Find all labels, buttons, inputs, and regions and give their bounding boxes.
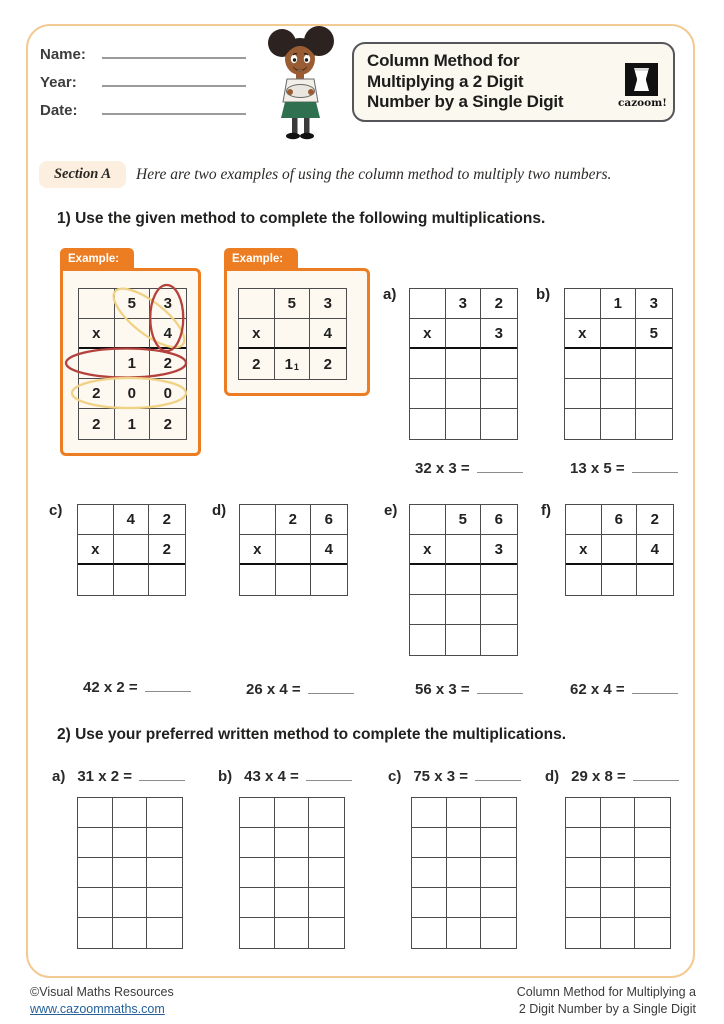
grid-cell[interactable] <box>447 918 482 948</box>
grid-cell[interactable] <box>240 565 276 595</box>
grid-cell: 2 <box>150 349 186 379</box>
grid-cell[interactable] <box>566 565 602 595</box>
grid-cell[interactable] <box>565 379 601 409</box>
grid-cell: 0 <box>150 379 186 409</box>
problem-b-grid[interactable] <box>564 288 673 440</box>
grid-cell: 2 <box>481 289 517 319</box>
question-1-heading: 1) Use the given method to complete the following multiplications. <box>57 210 546 227</box>
problem-2c-equation <box>388 768 521 785</box>
equation-text: 29 x 8 = <box>571 768 626 785</box>
grid-cell[interactable] <box>410 595 446 625</box>
grid-cell[interactable] <box>601 409 637 439</box>
grid-cell[interactable] <box>275 918 310 948</box>
grid-cell[interactable] <box>309 918 344 948</box>
grid-cell: 5 <box>636 319 672 349</box>
grid-cell[interactable] <box>412 888 447 918</box>
title-line-2: Multiplying a 2 Digit <box>367 71 524 91</box>
grid-cell[interactable] <box>602 565 638 595</box>
problem-c-equation <box>83 679 191 696</box>
grid-cell[interactable] <box>601 858 636 888</box>
grid-cell[interactable] <box>115 319 151 349</box>
grid-cell[interactable] <box>601 798 636 828</box>
grid-cell: 5 <box>115 289 151 319</box>
problem-d-grid[interactable] <box>239 504 348 596</box>
grid-cell: 2 <box>239 349 275 379</box>
footer-title-line-1: Column Method for Multiplying a <box>516 985 696 999</box>
grid-cell[interactable] <box>240 505 276 535</box>
title-line-1: Column Method for <box>367 51 520 71</box>
cazoom-drum-icon <box>625 63 658 96</box>
grid-cell[interactable] <box>240 888 275 918</box>
grid-cell[interactable] <box>566 505 602 535</box>
schoolgirl-illustration <box>266 26 336 140</box>
problem-a-grid[interactable] <box>409 288 518 440</box>
grid-cell[interactable] <box>565 289 601 319</box>
grid-cell: 2 <box>323 355 332 373</box>
grid-cell[interactable] <box>412 858 447 888</box>
grid-cell[interactable] <box>635 798 670 828</box>
example-1-grid <box>78 288 187 440</box>
grid-cell[interactable] <box>447 888 482 918</box>
grid-cell[interactable] <box>447 858 482 888</box>
grid-cell: 2 <box>149 535 185 565</box>
grid-cell: 2 <box>79 379 115 409</box>
grid-cell: 2 <box>276 505 312 535</box>
grid-cell[interactable] <box>481 379 517 409</box>
grid-cell: 2 <box>149 505 185 535</box>
grid-cell[interactable] <box>275 319 311 349</box>
grid-cell[interactable] <box>446 409 482 439</box>
grid-cell[interactable] <box>147 828 182 858</box>
answer-blank[interactable] <box>633 769 679 781</box>
section-a-badge: Section A <box>39 161 126 188</box>
grid-cell: x <box>79 319 115 349</box>
grid-cell[interactable] <box>410 505 446 535</box>
grid-cell[interactable] <box>79 349 115 379</box>
grid-cell[interactable] <box>481 858 516 888</box>
problem-e-equation <box>415 681 523 698</box>
grid-cell[interactable] <box>309 798 344 828</box>
problem-a-label: a) <box>383 286 397 303</box>
grid-cell: x <box>565 319 601 349</box>
equation-text: 32 x 3 = <box>415 460 470 477</box>
grid-cell[interactable] <box>636 379 672 409</box>
grid-cell: 2 <box>79 409 115 439</box>
name-field-row <box>40 46 246 63</box>
grid-cell[interactable] <box>481 565 517 595</box>
footer-title-line-2: 2 Digit Number by a Single Digit <box>518 1001 696 1016</box>
name-label: Name: <box>40 46 86 63</box>
grid-cell[interactable] <box>410 565 446 595</box>
equation-text: 31 x 2 = <box>77 768 132 785</box>
grid-cell: 2 <box>163 415 172 433</box>
equation-text: 62 x 4 = <box>570 681 625 698</box>
grid-cell[interactable] <box>447 828 482 858</box>
grid-cell[interactable] <box>275 828 310 858</box>
grid-cell[interactable] <box>481 409 517 439</box>
grid-cell[interactable] <box>410 289 446 319</box>
grid-cell[interactable] <box>78 918 113 948</box>
grid-cell: x <box>410 535 446 565</box>
grid-cell[interactable] <box>566 888 601 918</box>
grid-cell[interactable] <box>309 888 344 918</box>
grid-cell[interactable] <box>412 828 447 858</box>
answer-blank[interactable] <box>306 769 352 781</box>
grid-cell[interactable] <box>147 858 182 888</box>
problem-f-equation <box>570 681 678 698</box>
question-2-heading: 2) Use your preferred written method to complete the multiplications. <box>57 726 566 743</box>
grid-cell[interactable] <box>446 595 482 625</box>
problem-2a-equation <box>52 768 185 785</box>
grid-cell[interactable] <box>113 918 148 948</box>
grid-cell[interactable] <box>601 918 636 948</box>
grid-cell[interactable] <box>113 858 148 888</box>
grid-cell[interactable] <box>601 379 637 409</box>
equation-text: 26 x 4 = <box>246 681 301 698</box>
grid-cell: 5 <box>446 505 482 535</box>
grid-cell[interactable] <box>602 535 638 565</box>
problem-c-label: c) <box>49 502 63 519</box>
grid-cell[interactable] <box>446 349 482 379</box>
problem-f-grid[interactable] <box>565 504 674 596</box>
grid-cell[interactable] <box>147 798 182 828</box>
grid-cell[interactable] <box>78 798 113 828</box>
grid-cell: 3 <box>310 289 346 319</box>
problem-d-equation <box>246 681 354 698</box>
grid-cell[interactable] <box>636 409 672 439</box>
problem-2b-equation <box>218 768 352 785</box>
grid-cell[interactable] <box>78 505 114 535</box>
footer-right <box>517 984 696 1017</box>
grid-cell: 3 <box>446 289 482 319</box>
answer-blank[interactable] <box>475 769 521 781</box>
example-2-grid <box>238 288 347 380</box>
problem-d-label: d) <box>212 502 227 519</box>
problem-2a-label: a) <box>52 768 66 785</box>
grid-cell: 4 <box>150 319 186 349</box>
grid-cell: 0 <box>115 379 151 409</box>
grid-cell[interactable] <box>78 828 113 858</box>
grid-cell[interactable] <box>240 918 275 948</box>
grid-cell[interactable] <box>481 625 517 655</box>
grid-cell[interactable] <box>78 888 113 918</box>
grid-cell[interactable] <box>446 319 482 349</box>
grid-cell[interactable] <box>446 535 482 565</box>
grid-cell[interactable] <box>311 565 347 595</box>
problem-b-label: b) <box>536 286 551 303</box>
grid-cell: 3 <box>636 289 672 319</box>
answer-blank[interactable] <box>477 682 523 694</box>
grid-cell[interactable] <box>481 349 517 379</box>
grid-cell: 2 <box>637 505 673 535</box>
grid-cell: 1 <box>601 289 637 319</box>
problem-2d-label: d) <box>545 768 560 785</box>
grid-cell[interactable] <box>566 828 601 858</box>
example-2-tab: Example: <box>224 248 298 269</box>
date-label: Date: <box>40 102 78 119</box>
problem-2b-label: b) <box>218 768 233 785</box>
grid-cell[interactable] <box>566 798 601 828</box>
grid-cell: x <box>240 535 276 565</box>
grid-cell[interactable] <box>412 798 447 828</box>
problem-b-equation <box>570 460 678 477</box>
grid-cell: 1 <box>115 409 151 439</box>
grid-cell[interactable] <box>637 565 673 595</box>
grid-cell[interactable] <box>566 858 601 888</box>
grid-cell[interactable] <box>113 828 148 858</box>
date-field-row <box>40 102 246 119</box>
problem-e-label: e) <box>384 502 398 519</box>
cazoommaths-link[interactable]: www.cazoommaths.com <box>30 1001 165 1016</box>
worksheet-title-box <box>352 42 675 122</box>
grid-cell[interactable] <box>565 409 601 439</box>
grid-cell[interactable] <box>78 565 114 595</box>
grid-cell[interactable] <box>239 289 275 319</box>
grid-cell[interactable] <box>446 379 482 409</box>
problem-2a-grid[interactable] <box>77 797 183 949</box>
grid-cell[interactable] <box>635 888 670 918</box>
grid-cell: x <box>78 535 114 565</box>
grid-cell[interactable] <box>240 858 275 888</box>
grid-cell[interactable] <box>601 828 636 858</box>
grid-cell[interactable] <box>114 565 150 595</box>
answer-blank[interactable] <box>145 680 191 692</box>
problem-2b-grid[interactable] <box>239 797 345 949</box>
grid-cell[interactable] <box>412 918 447 948</box>
problem-2d-equation <box>545 768 679 785</box>
grid-cell[interactable] <box>275 858 310 888</box>
grid-cell: 6 <box>481 505 517 535</box>
grid-cell: x <box>566 535 602 565</box>
grid-cell[interactable] <box>276 535 312 565</box>
grid-cell: 4 <box>311 535 347 565</box>
grid-cell[interactable] <box>113 888 148 918</box>
grid-cell[interactable] <box>309 828 344 858</box>
grid-cell: x <box>239 319 275 349</box>
grid-cell[interactable] <box>635 858 670 888</box>
grid-cell[interactable] <box>446 565 482 595</box>
problem-e-grid[interactable] <box>409 504 518 656</box>
grid-cell: 4 <box>637 535 673 565</box>
grid-cell: 3 <box>481 319 517 349</box>
equation-text: 13 x 5 = <box>570 460 625 477</box>
grid-cell: x <box>410 319 446 349</box>
year-label: Year: <box>40 74 77 91</box>
grid-cell: 6 <box>311 505 347 535</box>
answer-blank[interactable] <box>308 682 354 694</box>
grid-cell[interactable] <box>113 798 148 828</box>
problem-2c-grid[interactable] <box>411 797 517 949</box>
grid-cell: 4 <box>114 505 150 535</box>
grid-cell[interactable] <box>410 379 446 409</box>
problem-2d-grid[interactable] <box>565 797 671 949</box>
problem-c-grid[interactable] <box>77 504 186 596</box>
grid-cell[interactable] <box>275 798 310 828</box>
grid-cell[interactable] <box>635 828 670 858</box>
grid-cell: 4 <box>310 319 346 349</box>
cazoom-logo <box>618 63 667 109</box>
grid-cell[interactable] <box>566 918 601 948</box>
grid-cell[interactable] <box>79 289 115 319</box>
problem-a-equation <box>415 460 523 477</box>
grid-cell[interactable] <box>309 858 344 888</box>
grid-cell[interactable] <box>635 918 670 948</box>
equation-text: 42 x 2 = <box>83 679 138 696</box>
grid-cell[interactable] <box>601 319 637 349</box>
copyright-text: ©Visual Maths Resources <box>30 985 174 999</box>
grid-cell: 1 <box>115 349 151 379</box>
grid-cell: 3 <box>150 289 186 319</box>
section-a-intro: Here are two examples of using the column method to multiply two numbers. <box>136 166 612 183</box>
grid-cell[interactable] <box>276 565 312 595</box>
grid-cell[interactable] <box>149 565 185 595</box>
title-line-3: Number by a Single Digit <box>367 92 564 112</box>
equation-text: 56 x 3 = <box>415 681 470 698</box>
grid-cell[interactable] <box>565 349 601 379</box>
footer-left <box>30 984 174 1017</box>
grid-cell[interactable] <box>410 409 446 439</box>
answer-blank[interactable] <box>477 461 523 473</box>
problem-f-label: f) <box>541 502 551 519</box>
example-1-tab: Example: <box>60 248 134 269</box>
grid-cell: 3 <box>481 535 517 565</box>
answer-blank[interactable] <box>632 461 678 473</box>
grid-cell[interactable] <box>240 798 275 828</box>
grid-cell[interactable] <box>447 798 482 828</box>
name-input-line[interactable] <box>102 46 246 59</box>
grid-cell[interactable] <box>601 888 636 918</box>
grid-cell[interactable] <box>78 858 113 888</box>
equation-text: 43 x 4 = <box>244 768 299 785</box>
grid-cell[interactable] <box>446 625 482 655</box>
grid-cell[interactable] <box>410 625 446 655</box>
grid-cell[interactable] <box>114 535 150 565</box>
answer-blank[interactable] <box>139 769 185 781</box>
grid-cell[interactable] <box>481 595 517 625</box>
grid-cell[interactable] <box>481 888 516 918</box>
grid-cell: 5 <box>275 289 311 319</box>
grid-cell[interactable] <box>636 349 672 379</box>
grid-cell[interactable] <box>275 888 310 918</box>
problem-2c-label: c) <box>388 768 402 785</box>
grid-cell[interactable] <box>147 888 182 918</box>
answer-blank[interactable] <box>632 682 678 694</box>
grid-cell[interactable] <box>481 798 516 828</box>
date-input-line[interactable] <box>102 102 246 115</box>
equation-text: 75 x 3 = <box>413 768 468 785</box>
grid-cell[interactable] <box>240 828 275 858</box>
grid-cell[interactable] <box>601 349 637 379</box>
grid-cell[interactable] <box>481 828 516 858</box>
cazoom-logo-text: cazoom! <box>618 97 667 109</box>
grid-cell[interactable] <box>410 349 446 379</box>
year-input-line[interactable] <box>102 74 246 87</box>
grid-cell: 1 1 <box>275 349 311 379</box>
carry-digit: 1 <box>293 362 299 372</box>
year-field-row <box>40 74 246 91</box>
grid-cell[interactable] <box>147 918 182 948</box>
grid-cell: 6 <box>602 505 638 535</box>
grid-cell[interactable] <box>481 918 516 948</box>
worksheet-title <box>367 51 618 113</box>
